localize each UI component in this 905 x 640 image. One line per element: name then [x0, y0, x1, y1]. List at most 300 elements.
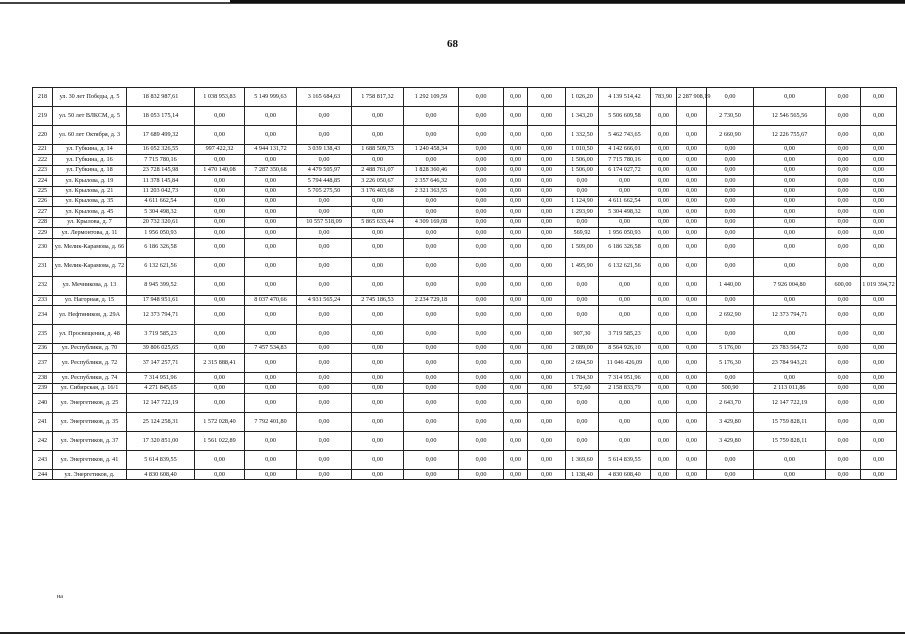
value-cell: 0,00 — [677, 383, 707, 393]
value-cell: 0,00 — [504, 228, 528, 238]
value-cell: 0,00 — [195, 383, 245, 393]
value-cell: 0,00 — [459, 145, 504, 155]
value-cell: 0,00 — [707, 207, 754, 217]
row-number-cell: 243 — [33, 451, 53, 470]
value-cell: 0,00 — [754, 165, 826, 175]
table-row — [33, 196, 897, 206]
value-cell: 0,00 — [754, 451, 826, 470]
address-cell: ул. Республики, д. 72 — [53, 354, 127, 373]
value-cell: 4 931 565,24 — [297, 295, 352, 305]
value-cell: 0,00 — [528, 176, 566, 186]
value-cell: 0,00 — [861, 394, 897, 413]
value-cell: 1 343,20 — [566, 107, 599, 126]
value-cell: 0,00 — [826, 470, 861, 480]
value-cell: 0,00 — [245, 186, 297, 196]
table-row — [33, 324, 897, 343]
value-cell: 2 321 363,55 — [404, 186, 459, 196]
value-cell: 0,00 — [297, 196, 352, 206]
value-cell: 0,00 — [707, 295, 754, 305]
value-cell: 0,00 — [195, 207, 245, 217]
value-cell: 0,00 — [566, 295, 599, 305]
value-cell: 0,00 — [826, 305, 861, 324]
value-cell: 0,00 — [826, 145, 861, 155]
address-cell: ул. Мелик-Карамова, д. 72 — [53, 257, 127, 276]
value-cell: 0,00 — [352, 373, 404, 383]
value-cell: 37 147 257,71 — [127, 354, 195, 373]
value-cell: 3 165 684,63 — [297, 88, 352, 107]
value-cell: 0,00 — [677, 165, 707, 175]
value-cell: 0,00 — [195, 176, 245, 186]
value-cell: 0,00 — [707, 451, 754, 470]
value-cell: 0,00 — [504, 186, 528, 196]
value-cell: 0,00 — [297, 432, 352, 451]
value-cell: 0,00 — [459, 305, 504, 324]
value-cell: 0,00 — [459, 228, 504, 238]
value-cell: 0,00 — [297, 354, 352, 373]
value-cell: 0,00 — [861, 295, 897, 305]
value-cell: 1 572 028,40 — [195, 413, 245, 432]
value-cell: 0,00 — [404, 373, 459, 383]
value-cell: 4 479 505,97 — [297, 165, 352, 175]
value-cell: 0,00 — [826, 394, 861, 413]
value-cell: 5 304 498,32 — [127, 207, 195, 217]
value-cell: 0,00 — [528, 470, 566, 480]
value-cell: 0,00 — [826, 373, 861, 383]
value-cell: 0,00 — [528, 432, 566, 451]
value-cell: 0,00 — [651, 324, 677, 343]
value-cell: 18 053 175,14 — [127, 107, 195, 126]
value-cell: 0,00 — [707, 186, 754, 196]
row-number-cell: 244 — [33, 470, 53, 480]
value-cell: 0,00 — [459, 207, 504, 217]
value-cell: 0,00 — [707, 165, 754, 175]
value-cell: 0,00 — [651, 305, 677, 324]
value-cell: 0,00 — [599, 176, 651, 186]
value-cell: 0,00 — [404, 257, 459, 276]
value-cell: 0,00 — [504, 470, 528, 480]
value-cell: 0,00 — [504, 107, 528, 126]
value-cell: 0,00 — [195, 305, 245, 324]
value-cell: 0,00 — [504, 324, 528, 343]
value-cell: 25 124 258,31 — [127, 413, 195, 432]
value-cell: 1 019 394,72 — [861, 276, 897, 295]
table-row — [33, 373, 897, 383]
value-cell: 1 509,00 — [566, 238, 599, 257]
value-cell: 7 926 004,80 — [754, 276, 826, 295]
value-cell: 0,00 — [297, 257, 352, 276]
value-cell: 0,00 — [651, 196, 677, 206]
address-cell: ул. Нефтяников, д. 29А — [53, 305, 127, 324]
value-cell: 0,00 — [826, 186, 861, 196]
value-cell: 0,00 — [504, 176, 528, 186]
value-cell: 0,00 — [245, 470, 297, 480]
value-cell: 783,90 — [651, 88, 677, 107]
table-row — [33, 228, 897, 238]
value-cell: 3 226 050,67 — [352, 176, 404, 186]
value-cell: 0,00 — [245, 155, 297, 165]
address-cell: ул. Крылова, д. 45 — [53, 207, 127, 217]
value-cell: 3 719 585,23 — [599, 324, 651, 343]
data-table — [32, 87, 897, 480]
value-cell: 0,00 — [195, 196, 245, 206]
table-row — [33, 305, 897, 324]
value-cell: 0,00 — [504, 276, 528, 295]
value-cell: 2 287 908,19 — [677, 88, 707, 107]
row-number-cell: 220 — [33, 126, 53, 145]
value-cell: 0,00 — [861, 186, 897, 196]
value-cell: 0,00 — [826, 196, 861, 206]
value-cell: 0,00 — [504, 88, 528, 107]
value-cell: 0,00 — [404, 207, 459, 217]
value-cell: 0,00 — [528, 126, 566, 145]
row-number-cell: 232 — [33, 276, 53, 295]
value-cell: 0,00 — [754, 470, 826, 480]
value-cell: 0,00 — [459, 217, 504, 227]
value-cell: 0,00 — [677, 196, 707, 206]
value-cell: 0,00 — [245, 217, 297, 227]
value-cell: 0,00 — [826, 295, 861, 305]
value-cell: 4 611 662,54 — [127, 196, 195, 206]
value-cell: 1 332,50 — [566, 126, 599, 145]
value-cell: 3 429,80 — [707, 432, 754, 451]
value-cell: 17 320 851,00 — [127, 432, 195, 451]
value-cell: 0,00 — [404, 196, 459, 206]
address-cell: ул. Просвещения, д. 48 — [53, 324, 127, 343]
data-table-container — [32, 87, 896, 480]
value-cell: 0,00 — [352, 238, 404, 257]
table-row — [33, 238, 897, 257]
row-number-cell: 226 — [33, 196, 53, 206]
value-cell: 0,00 — [297, 470, 352, 480]
value-cell: 0,00 — [404, 432, 459, 451]
value-cell: 0,00 — [528, 145, 566, 155]
value-cell: 4 611 662,54 — [599, 196, 651, 206]
value-cell: 11 046 426,09 — [599, 354, 651, 373]
value-cell: 7 792 401,80 — [245, 413, 297, 432]
value-cell: 0,00 — [651, 238, 677, 257]
value-cell: 0,00 — [504, 343, 528, 353]
value-cell: 0,00 — [459, 394, 504, 413]
value-cell: 0,00 — [504, 295, 528, 305]
value-cell: 6 186 326,58 — [127, 238, 195, 257]
address-cell: ул. Нагорная, д. 15 — [53, 295, 127, 305]
value-cell: 2 488 761,07 — [352, 165, 404, 175]
value-cell: 0,00 — [677, 373, 707, 383]
value-cell: 0,00 — [861, 451, 897, 470]
row-number-cell: 240 — [33, 394, 53, 413]
scan-edge-top-dark — [230, 0, 905, 3]
value-cell: 12 546 565,56 — [754, 107, 826, 126]
value-cell: 0,00 — [861, 196, 897, 206]
row-number-cell: 231 — [33, 257, 53, 276]
value-cell: 0,00 — [566, 394, 599, 413]
value-cell: 0,00 — [677, 126, 707, 145]
value-cell: 0,00 — [245, 238, 297, 257]
value-cell: 0,00 — [245, 107, 297, 126]
value-cell: 0,00 — [504, 217, 528, 227]
value-cell: 0,00 — [459, 126, 504, 145]
value-cell: 0,00 — [826, 155, 861, 165]
value-cell: 0,00 — [677, 238, 707, 257]
value-cell: 7 314 951,96 — [599, 373, 651, 383]
value-cell: 0,00 — [245, 176, 297, 186]
value-cell: 0,00 — [651, 295, 677, 305]
value-cell: 18 832 987,61 — [127, 88, 195, 107]
value-cell: 11 203 042,73 — [127, 186, 195, 196]
value-cell: 0,00 — [677, 207, 707, 217]
value-cell: 0,00 — [352, 413, 404, 432]
value-cell: 0,00 — [754, 186, 826, 196]
table-row — [33, 276, 897, 295]
value-cell: 0,00 — [459, 186, 504, 196]
value-cell: 39 806 025,65 — [127, 343, 195, 353]
value-cell: 12 373 794,71 — [754, 305, 826, 324]
value-cell: 2 694,50 — [566, 354, 599, 373]
value-cell: 0,00 — [528, 413, 566, 432]
table-row — [33, 145, 897, 155]
row-number-cell: 238 — [33, 373, 53, 383]
value-cell: 0,00 — [677, 257, 707, 276]
value-cell: 907,30 — [566, 324, 599, 343]
value-cell: 1 956 050,93 — [599, 228, 651, 238]
row-number-cell: 233 — [33, 295, 53, 305]
row-number-cell: 228 — [33, 217, 53, 227]
value-cell: 0,00 — [566, 413, 599, 432]
value-cell: 0,00 — [861, 324, 897, 343]
value-cell: 0,00 — [504, 155, 528, 165]
value-cell: 0,00 — [861, 155, 897, 165]
value-cell: 0,00 — [352, 126, 404, 145]
value-cell: 23 783 564,72 — [754, 343, 826, 353]
value-cell: 1 293,90 — [566, 207, 599, 217]
address-cell: ул. Губкина, д. 14 — [53, 145, 127, 155]
row-number-cell: 218 — [33, 88, 53, 107]
value-cell: 1 688 509,73 — [352, 145, 404, 155]
value-cell: 0,00 — [404, 126, 459, 145]
row-number-cell: 219 — [33, 107, 53, 126]
value-cell: 0,00 — [861, 217, 897, 227]
value-cell: 5 865 633,44 — [352, 217, 404, 227]
address-cell: ул. Крылова, д. 21 — [53, 186, 127, 196]
value-cell: 0,00 — [245, 394, 297, 413]
row-number-cell: 221 — [33, 145, 53, 155]
value-cell: 0,00 — [245, 373, 297, 383]
value-cell: 0,00 — [504, 238, 528, 257]
value-cell: 2 357 646,32 — [404, 176, 459, 186]
value-cell: 1 506,00 — [566, 155, 599, 165]
table-row — [33, 354, 897, 373]
value-cell: 0,00 — [297, 413, 352, 432]
value-cell: 0,00 — [528, 257, 566, 276]
value-cell: 0,00 — [528, 238, 566, 257]
value-cell: 0,00 — [861, 145, 897, 155]
value-cell: 0,00 — [566, 432, 599, 451]
value-cell: 0,00 — [459, 413, 504, 432]
value-cell: 0,00 — [826, 432, 861, 451]
value-cell: 8 564 926,10 — [599, 343, 651, 353]
value-cell: 10 557 518,09 — [297, 217, 352, 227]
value-cell: 0,00 — [677, 186, 707, 196]
value-cell: 0,00 — [195, 343, 245, 353]
value-cell: 0,00 — [297, 451, 352, 470]
value-cell: 1 495,90 — [566, 257, 599, 276]
value-cell: 0,00 — [677, 305, 707, 324]
table-row — [33, 413, 897, 432]
value-cell: 0,00 — [504, 145, 528, 155]
value-cell: 0,00 — [826, 383, 861, 393]
value-cell: 0,00 — [707, 470, 754, 480]
value-cell: 0,00 — [459, 107, 504, 126]
value-cell: 4 139 514,42 — [599, 88, 651, 107]
value-cell: 1 292 109,59 — [404, 88, 459, 107]
address-cell: ул. Энергетиков, д. — [53, 470, 127, 480]
value-cell: 23 728 145,98 — [127, 165, 195, 175]
value-cell: 7 457 534,83 — [245, 343, 297, 353]
value-cell: 0,00 — [861, 343, 897, 353]
value-cell: 0,00 — [861, 207, 897, 217]
address-cell: ул. Республики, д. 70 — [53, 343, 127, 353]
value-cell: 0,00 — [404, 276, 459, 295]
value-cell: 3 719 585,23 — [127, 324, 195, 343]
value-cell: 0,00 — [195, 186, 245, 196]
value-cell: 2 745 186,53 — [352, 295, 404, 305]
table-row — [33, 176, 897, 186]
value-cell: 0,00 — [352, 432, 404, 451]
value-cell: 0,00 — [861, 228, 897, 238]
value-cell: 5 176,30 — [707, 354, 754, 373]
table-row — [33, 383, 897, 393]
value-cell: 569,92 — [566, 228, 599, 238]
value-cell: 0,00 — [404, 451, 459, 470]
address-cell: ул. Республики, д. 74 — [53, 373, 127, 383]
value-cell: 0,00 — [195, 228, 245, 238]
value-cell: 1 038 953,83 — [195, 88, 245, 107]
value-cell: 4 830 608,40 — [599, 470, 651, 480]
footer-note: на — [57, 594, 63, 600]
value-cell: 0,00 — [826, 207, 861, 217]
value-cell: 0,00 — [651, 451, 677, 470]
value-cell: 0,00 — [754, 196, 826, 206]
value-cell: 0,00 — [677, 295, 707, 305]
address-cell: ул. Мечникова, д. 13 — [53, 276, 127, 295]
value-cell: 0,00 — [528, 373, 566, 383]
value-cell: 0,00 — [861, 126, 897, 145]
value-cell: 0,00 — [651, 373, 677, 383]
value-cell: 5 462 743,65 — [599, 126, 651, 145]
value-cell: 0,00 — [707, 228, 754, 238]
address-cell: ул. Губкина, д. 16 — [53, 155, 127, 165]
value-cell: 0,00 — [826, 343, 861, 353]
value-cell: 0,00 — [651, 354, 677, 373]
value-cell: 0,00 — [707, 145, 754, 155]
value-cell: 0,00 — [754, 88, 826, 107]
value-cell: 0,00 — [404, 413, 459, 432]
value-cell: 17 948 951,61 — [127, 295, 195, 305]
value-cell: 0,00 — [599, 305, 651, 324]
value-cell: 0,00 — [826, 413, 861, 432]
value-cell: 0,00 — [566, 217, 599, 227]
value-cell: 0,00 — [404, 343, 459, 353]
value-cell: 0,00 — [651, 107, 677, 126]
row-number-cell: 222 — [33, 155, 53, 165]
value-cell: 0,00 — [651, 394, 677, 413]
value-cell: 0,00 — [195, 373, 245, 383]
value-cell: 0,00 — [826, 228, 861, 238]
table-row — [33, 257, 897, 276]
value-cell: 0,00 — [826, 324, 861, 343]
value-cell: 0,00 — [459, 155, 504, 165]
address-cell: ул. Энергетиков, д. 37 — [53, 432, 127, 451]
value-cell: 0,00 — [599, 432, 651, 451]
row-number-cell: 227 — [33, 207, 53, 217]
value-cell: 15 759 828,11 — [754, 432, 826, 451]
address-cell: ул. Мелик-Карамова, д. 66 — [53, 238, 127, 257]
value-cell: 0,00 — [528, 217, 566, 227]
value-cell: 0,00 — [297, 343, 352, 353]
value-cell: 0,00 — [404, 394, 459, 413]
value-cell: 0,00 — [677, 413, 707, 432]
address-cell: ул. Губкина, д. 18 — [53, 165, 127, 175]
value-cell: 5 149 999,63 — [245, 88, 297, 107]
value-cell: 3 176 403,68 — [352, 186, 404, 196]
value-cell: 0,00 — [504, 126, 528, 145]
value-cell: 0,00 — [459, 470, 504, 480]
value-cell: 0,00 — [297, 324, 352, 343]
value-cell: 0,00 — [754, 238, 826, 257]
value-cell: 5 614 839,55 — [599, 451, 651, 470]
value-cell: 0,00 — [459, 451, 504, 470]
value-cell: 0,00 — [195, 470, 245, 480]
value-cell: 0,00 — [459, 343, 504, 353]
row-number-cell: 236 — [33, 343, 53, 353]
value-cell: 0,00 — [754, 295, 826, 305]
value-cell: 12 147 722,19 — [754, 394, 826, 413]
value-cell: 1 758 817,32 — [352, 88, 404, 107]
value-cell: 0,00 — [677, 107, 707, 126]
value-cell: 0,00 — [599, 186, 651, 196]
value-cell: 0,00 — [754, 373, 826, 383]
value-cell: 0,00 — [195, 451, 245, 470]
value-cell: 0,00 — [245, 126, 297, 145]
value-cell: 0,00 — [651, 276, 677, 295]
value-cell: 0,00 — [195, 257, 245, 276]
value-cell: 0,00 — [245, 228, 297, 238]
value-cell: 0,00 — [861, 107, 897, 126]
value-cell: 5 506 609,58 — [599, 107, 651, 126]
value-cell: 0,00 — [352, 394, 404, 413]
value-cell: 0,00 — [352, 107, 404, 126]
table-row — [33, 207, 897, 217]
value-cell: 1 369,60 — [566, 451, 599, 470]
value-cell: 12 147 722,19 — [127, 394, 195, 413]
value-cell: 0,00 — [707, 324, 754, 343]
row-number-cell: 237 — [33, 354, 53, 373]
value-cell: 0,00 — [459, 276, 504, 295]
value-cell: 0,00 — [352, 383, 404, 393]
value-cell: 0,00 — [404, 470, 459, 480]
row-number-cell: 241 — [33, 413, 53, 432]
value-cell: 1 828 360,46 — [404, 165, 459, 175]
value-cell: 0,00 — [528, 324, 566, 343]
value-cell: 15 759 828,11 — [754, 413, 826, 432]
value-cell: 0,00 — [826, 165, 861, 175]
value-cell: 0,00 — [599, 276, 651, 295]
value-cell: 0,00 — [528, 394, 566, 413]
page-number: 68 — [447, 38, 458, 50]
value-cell: 0,00 — [352, 155, 404, 165]
value-cell: 4 830 608,40 — [127, 470, 195, 480]
value-cell: 0,00 — [352, 451, 404, 470]
